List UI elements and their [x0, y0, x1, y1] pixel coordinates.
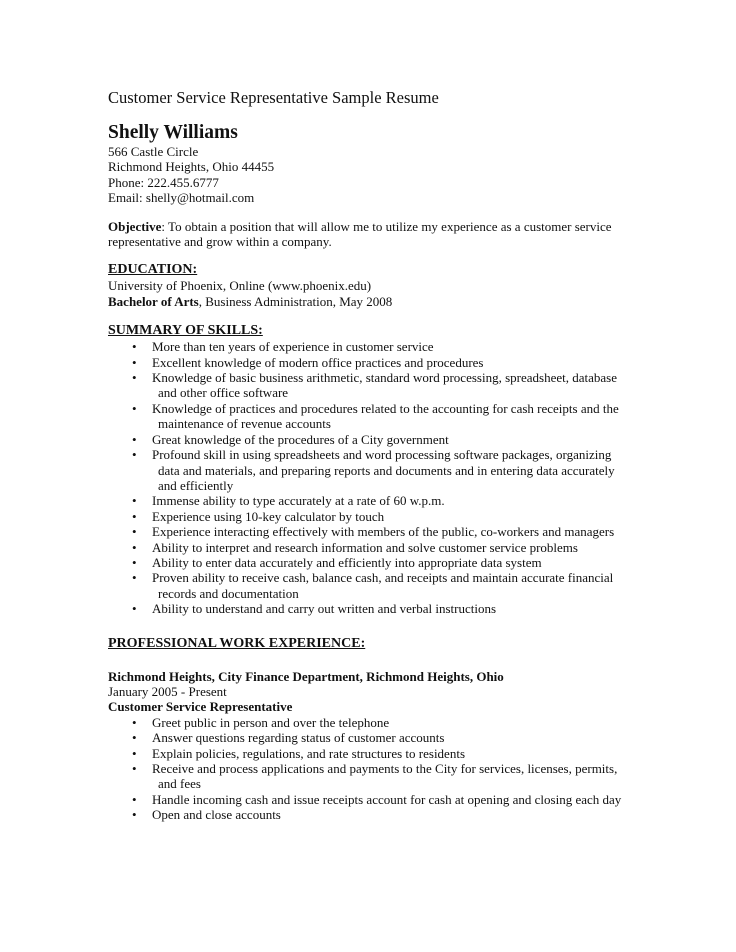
- bullet-icon: •: [132, 601, 137, 617]
- objective-paragraph: [108, 219, 628, 250]
- document-title: Customer Service Representative Sample Resume: [108, 88, 439, 107]
- bullet-icon: •: [132, 447, 137, 463]
- bullet-icon: •: [132, 400, 137, 416]
- bullet-icon: •: [132, 539, 137, 555]
- objective-text: : To obtain a position that will allow me to utilize my experience as a customer service representative and grow within a company.: [108, 218, 612, 250]
- bullet-icon: •: [132, 730, 137, 746]
- skill-item: • Great knowledge of the procedures of a City government: [132, 431, 449, 447]
- bullet-icon: •: [132, 807, 137, 823]
- duty-item: • Explain policies, regulations, and rate structures to residents: [132, 745, 465, 761]
- degree-title: Bachelor of Arts: [108, 293, 199, 309]
- duties-list: [108, 715, 628, 823]
- skills-heading: SUMMARY OF SKILLS:: [108, 323, 263, 339]
- employment-dates: January 2005 - Present: [108, 683, 227, 699]
- education-degree: [108, 294, 628, 309]
- skill-item: • Ability to understand and carry out written and verbal instructions: [132, 601, 497, 617]
- bullet-icon: •: [132, 791, 137, 807]
- bullet-icon: •: [132, 524, 137, 540]
- bullet-icon: •: [132, 554, 137, 570]
- bullet-icon: •: [132, 570, 137, 586]
- skill-item: • Proven ability to receive cash, balance cash, and receipts and maintain accurate financial records and documentation: [132, 570, 614, 601]
- bullet-icon: •: [132, 370, 137, 386]
- degree-detail: , Business Administration, May 2008: [198, 293, 393, 309]
- education-heading: EDUCATION:: [108, 262, 198, 278]
- skill-item: • More than ten years of experience in customer service: [132, 339, 434, 355]
- duty-item: • Receive and process applications and payments to the City for services, licenses, permits, and fees: [132, 761, 618, 792]
- work-experience-heading: PROFESSIONAL WORK EXPERIENCE:: [108, 635, 366, 651]
- bullet-icon: •: [132, 431, 137, 447]
- skill-item: • Experience using 10-key calculator by touch: [132, 508, 385, 524]
- skill-item: • Profound skill in using spreadsheets and word processing software packages, organizing data and materials, and preparing reports and documents and in entering data accurately and efficiently: [132, 447, 615, 493]
- employer-name: Richmond Heights, City Finance Department, Richmond Heights, Ohio: [108, 668, 504, 684]
- objective-label: Objective: [108, 218, 162, 234]
- email-address: Email: shelly@hotmail.com: [108, 190, 255, 206]
- skill-item: • Excellent knowledge of modern office practices and procedures: [132, 354, 484, 370]
- bullet-icon: •: [132, 714, 137, 730]
- candidate-name: Shelly Williams: [108, 122, 238, 143]
- bullet-icon: •: [132, 508, 137, 524]
- skill-item: • Knowledge of practices and procedures related to the accounting for cash receipts and the maintenance of revenue accounts: [132, 400, 619, 432]
- skill-item: • Experience interacting effectively with members of the public, co-workers and managers: [132, 524, 615, 540]
- bullet-icon: •: [132, 339, 137, 355]
- duty-item: • Answer questions regarding status of customer accounts: [132, 730, 445, 746]
- duty-item: • Greet public in person and over the telephone: [132, 714, 390, 730]
- duty-item: • Handle incoming cash and issue receipts account for cash at opening and closing each day: [132, 791, 622, 807]
- skill-item: • Immense ability to type accurately at a rate of 60 w.p.m.: [132, 493, 445, 509]
- phone-number: Phone: 222.455.6777: [108, 174, 219, 190]
- skills-list: [108, 339, 628, 616]
- address-line-2: Richmond Heights, Ohio 44455: [108, 159, 275, 175]
- bullet-icon: •: [132, 761, 137, 776]
- job-position: Customer Service Representative: [108, 699, 293, 715]
- address-line-1: 566 Castle Circle: [108, 144, 199, 159]
- bullet-icon: •: [132, 745, 137, 761]
- duty-item: • Open and close accounts: [132, 807, 281, 823]
- bullet-icon: •: [132, 354, 137, 370]
- skill-item: • Ability to enter data accurately and efficiently into appropriate data system: [132, 554, 542, 570]
- skill-item: • Ability to interpret and research information and solve customer service problems: [132, 539, 578, 555]
- bullet-icon: •: [132, 493, 137, 509]
- skill-item: • Knowledge of basic business arithmetic, standard word processing, spreadsheet, database and other office software: [132, 370, 617, 401]
- education-school: University of Phoenix, Online (www.phoenix.edu): [108, 278, 372, 294]
- resume-body: [108, 121, 628, 823]
